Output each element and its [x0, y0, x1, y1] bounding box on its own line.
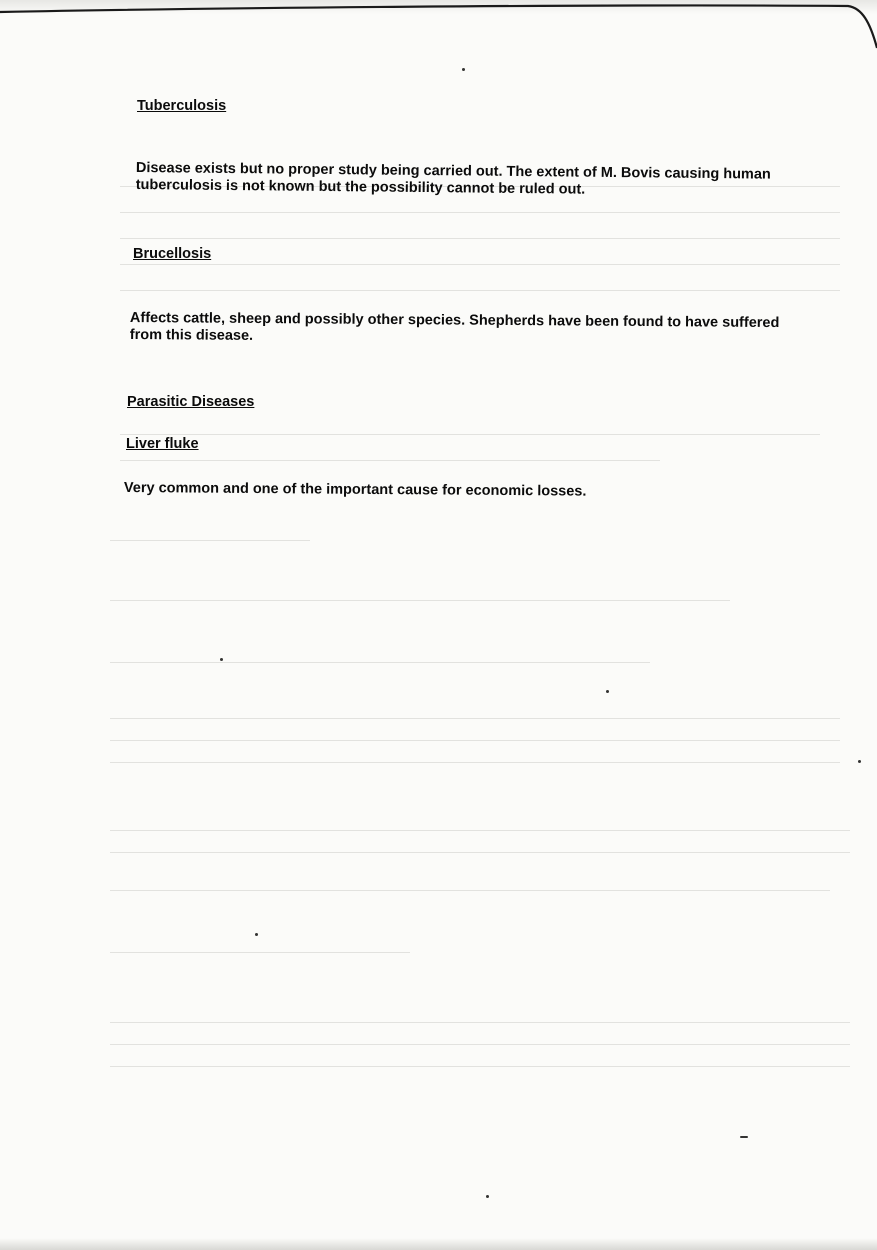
- bleed-through-line: [110, 762, 840, 763]
- bleed-through-line: [110, 718, 840, 719]
- bleed-through-line: [110, 890, 830, 891]
- section-heading-brucellosis: Brucellosis: [133, 246, 212, 262]
- bleed-through-line: [110, 540, 310, 541]
- paragraph-line: Affects cattle, sheep and possibly other species. Shepherds have been found to have suffered: [129, 310, 780, 332]
- section-heading-tuberculosis: Tuberculosis: [137, 98, 227, 114]
- bleed-through-line: [120, 290, 840, 291]
- scan-speck: [220, 658, 223, 661]
- paragraph-liver-fluke: [124, 480, 587, 501]
- bleed-through-line: [110, 1022, 850, 1023]
- bleed-through-line: [110, 1066, 850, 1067]
- scan-speck: [606, 690, 609, 693]
- scan-corner-stroke: [0, 0, 877, 60]
- section-heading-parasitic-diseases: Parasitic Diseases: [127, 394, 255, 410]
- bleed-through-line: [110, 662, 650, 663]
- bleed-through-line: [110, 952, 410, 953]
- subsection-heading-liver-fluke: Liver fluke: [126, 436, 199, 452]
- bleed-through-line: [120, 264, 840, 265]
- scan-bottom-edge: [0, 1238, 877, 1250]
- bleed-through-line: [110, 830, 850, 831]
- bleed-through-line: [110, 740, 840, 741]
- bleed-through-line: [110, 600, 730, 601]
- scan-speck: [255, 933, 258, 936]
- scan-speck: [486, 1195, 489, 1198]
- scan-speck: [858, 760, 861, 763]
- bleed-through-line: [110, 1044, 850, 1045]
- bleed-through-line: [110, 852, 850, 853]
- scan-speck: [740, 1136, 748, 1138]
- bleed-through-line: [120, 212, 840, 213]
- bleed-through-line: [120, 238, 840, 239]
- paragraph-line: tuberculosis is not known but the possibility cannot be ruled out.: [135, 176, 586, 198]
- paragraph-brucellosis: [130, 310, 780, 349]
- paragraph-line: Very common and one of the important cause for economic losses.: [123, 480, 587, 500]
- bleed-through-line: [120, 460, 660, 461]
- bleed-through-line: [120, 434, 820, 435]
- paragraph-line: from this disease.: [129, 326, 254, 344]
- scan-speck: [462, 68, 465, 71]
- paragraph-tuberculosis: [136, 160, 771, 201]
- paragraph-line: Disease exists but no proper study being carried out. The extent of M. Bovis causing human: [135, 160, 771, 183]
